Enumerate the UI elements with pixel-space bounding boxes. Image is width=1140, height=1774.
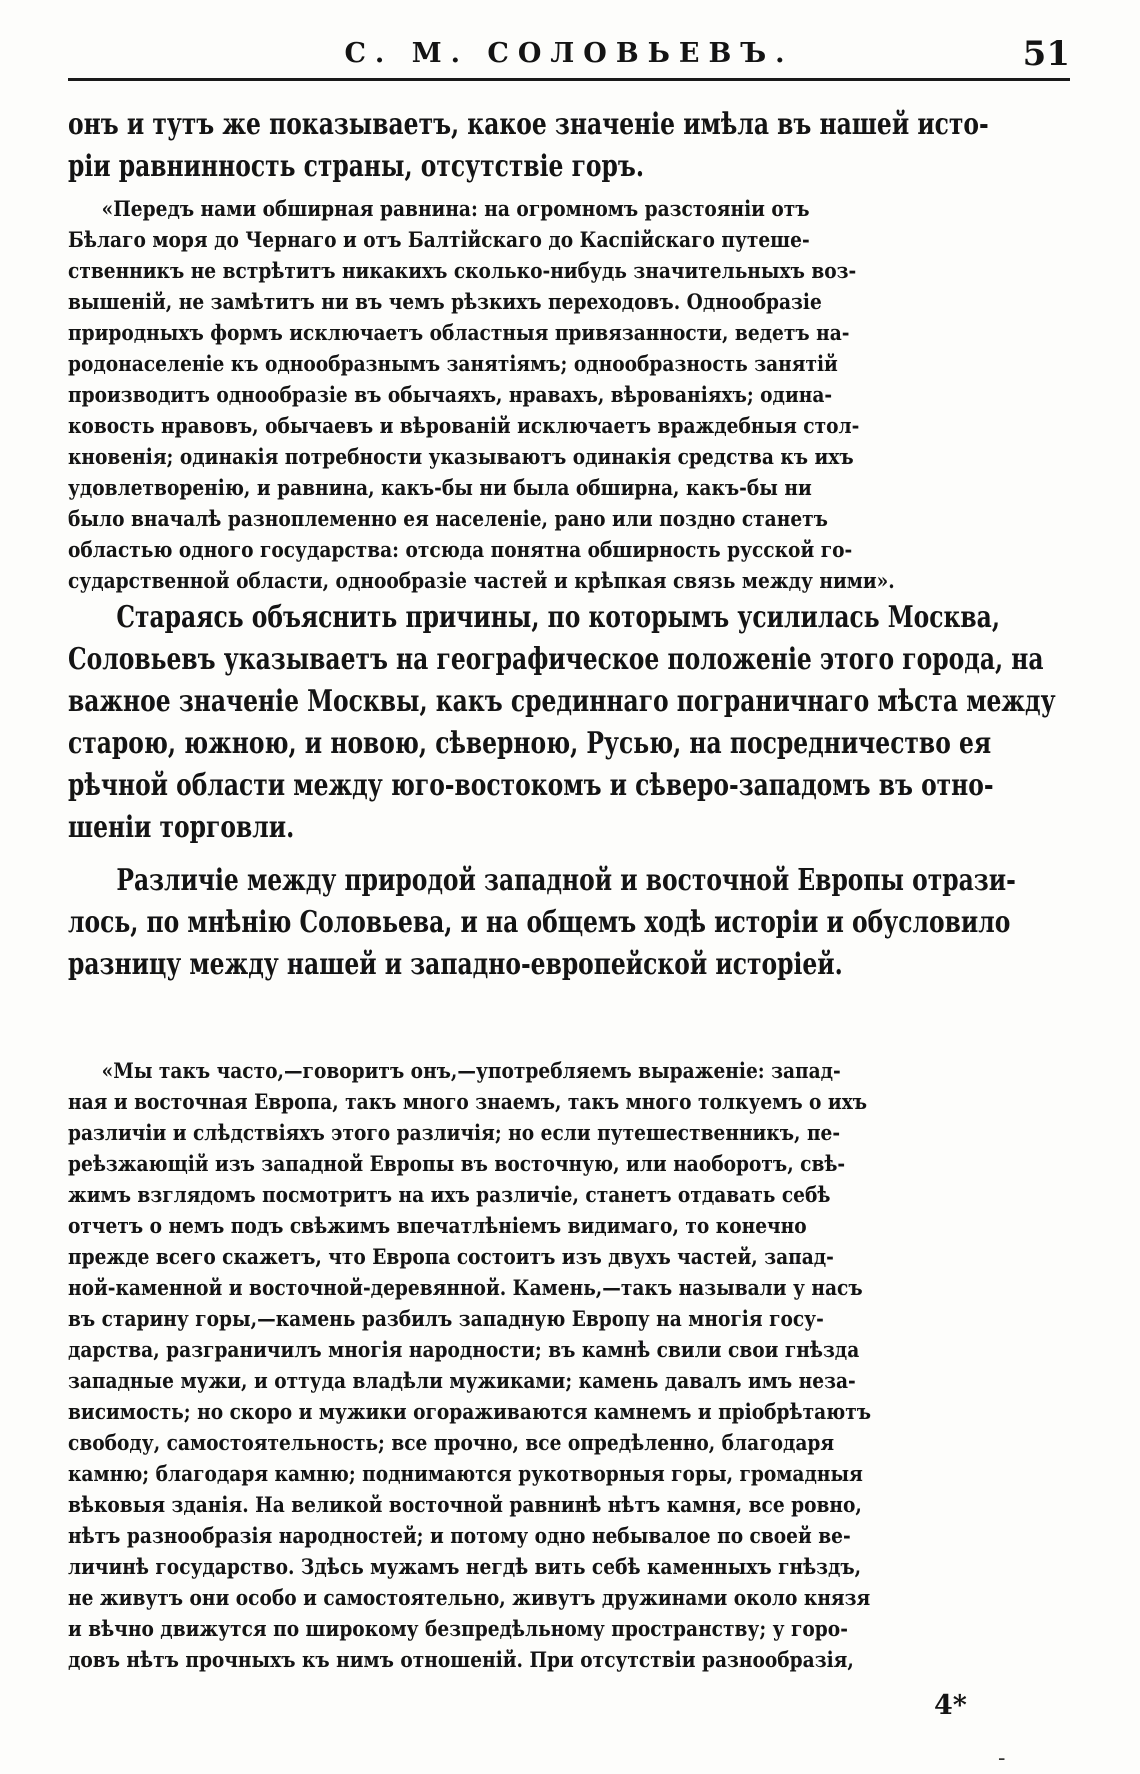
text-line: довъ нѣтъ прочныхъ къ нимъ отношеній. При отсутствіи разнообразія, (68, 1647, 854, 1672)
text-line: личинѣ государство. Здѣсь мужамъ негдѣ вить себѣ каменныхъ гнѣздъ, (68, 1554, 862, 1579)
text-line: ріи равнинность страны, отсутствіе горъ. (68, 149, 644, 184)
text-line: ной-каменной и восточной-деревянной. Камень,—такъ называли у насъ (68, 1275, 863, 1300)
text-line: вышеній, не замѣтитъ ни въ чемъ рѣзкихъ переходовъ. Однообразіе (68, 289, 822, 314)
page-number: 51 (1022, 34, 1070, 74)
text-line: камню; благодаря камню; поднимаются рукотворныя горы, громадныя (68, 1461, 863, 1486)
text-line: Соловьевъ указываетъ на географическое положеніе этого города, на (68, 642, 1044, 677)
text-line: висимость; но скоро и мужики огораживаются камнемъ и пріобрѣтаютъ (68, 1399, 871, 1424)
text-line: Различіе между природой западной и восточной Европы отрази- (116, 863, 1016, 898)
text-line: реѣзжающій изъ западной Европы въ восточную, или наоборотъ, свѣ- (68, 1151, 846, 1176)
running-head: С. М. СОЛОВЬЕВЪ. (344, 38, 794, 69)
text-line: онъ и тутъ же показываетъ, какое значеніе имѣла въ нашей исто- (68, 107, 989, 142)
text-line: свободу, самостоятельность; все прочно, все опредѣленно, благодаря (68, 1430, 835, 1455)
text-line: удовлетворенію, и равнина, какъ-бы ни была обширна, какъ-бы ни (68, 475, 812, 500)
text-line: производитъ однообразіе въ обычаяхъ, нравахъ, вѣрованіяхъ; одина- (68, 382, 833, 407)
text-line: вѣковыя зданія. На великой восточной равнинѣ нѣтъ камня, все ровно, (68, 1492, 862, 1517)
text-line: различіи и слѣдствіяхъ этого различія; но если путешественникъ, пе- (68, 1120, 841, 1145)
text-line: лось, по мнѣнію Соловьева, и на общемъ ходѣ исторіи и обусловило (68, 905, 1011, 940)
text-line: шеніи торговли. (68, 810, 295, 845)
text-line: жимъ взглядомъ посмотритъ на ихъ различіе, станетъ отдавать себѣ (68, 1182, 831, 1207)
paragraph-moscow (68, 597, 1070, 849)
text-line: разницу между нашей и западно-европейской исторіей. (68, 947, 843, 982)
text-line: природныхъ формъ исключаетъ областныя привязанности, ведетъ на- (68, 320, 850, 345)
text-line: «Мы такъ часто,—говоритъ онъ,—употребляемъ выраженіе: запад- (101, 1058, 841, 1083)
text-line: Бѣлаго моря до Чернаго и отъ Балтійскаго до Каспійскаго путеше- (68, 227, 810, 252)
text-line: старою, южною, и новою, сѣверною, Русью, на посредничество ея (68, 726, 992, 761)
text-line: дарства, разграничилъ многія народности; въ камнѣ свили свои гнѣзда (68, 1337, 860, 1362)
paragraph-europe (68, 860, 1070, 986)
text-line: ковость нравовъ, обычаевъ и вѣрованій исключаетъ враждебныя стол- (68, 413, 860, 438)
text-line: прежде всего скажетъ, что Европа состоитъ изъ двухъ частей, запад- (68, 1244, 834, 1269)
text-line: ственникъ не встрѣтитъ никакихъ сколько-нибудь значительныхъ воз- (68, 258, 857, 283)
text-line: нѣтъ разнообразія народностей; и потому одно небывалое по своей ве- (68, 1523, 851, 1548)
text-line: «Передъ нами обширная равнина: на огромномъ разстояніи отъ (101, 196, 810, 221)
text-line: важное значеніе Москвы, какъ срединнаго пограничнаго мѣста между (68, 684, 1056, 719)
quote-east-west (68, 1055, 1070, 1675)
intro-paragraph (68, 104, 1070, 188)
text-line: и вѣчно движутся по широкому безпредѣльному пространству; у горо- (68, 1616, 848, 1641)
text-line: областью одного государства: отсюда понятна обширность русской го- (68, 537, 853, 562)
text-line: сударственной области, однообразіе частей и крѣпкая связь между ними». (68, 568, 895, 593)
quote-geography (68, 193, 1070, 596)
text-line: не живутъ они особо и самостоятельно, живутъ дружинами около князя (68, 1585, 871, 1610)
page-header (68, 32, 1070, 81)
text-line: рѣчной области между юго-востокомъ и сѣверо-западомъ въ отно- (68, 768, 994, 803)
text-line: въ старину горы,—камень разбилъ западную Европу на многія госу- (68, 1306, 824, 1331)
text-line: кновенія; одинакія потребности указываютъ одинакія средства къ ихъ (68, 444, 854, 469)
printer-signature-mark: 4* (934, 1690, 967, 1721)
corner-mark: - (998, 1746, 1006, 1771)
text-line: было вначалѣ разноплеменно ея населеніе, рано или поздно станетъ (68, 506, 828, 531)
text-line: отчетъ о немъ подъ свѣжимъ впечатлѣніемъ видимаго, то конечно (68, 1213, 807, 1238)
text-line: западные мужи, и оттуда владѣли мужиками; камень давалъ имъ неза- (68, 1368, 856, 1393)
text-line: ная и восточная Европа, такъ много знаемъ, такъ много толкуемъ о ихъ (68, 1089, 868, 1114)
text-line: Стараясь объяснить причины, по которымъ усилилась Москва, (116, 600, 1000, 635)
text-line: родонаселеніе къ однообразнымъ занятіямъ; однообразность занятій (68, 351, 838, 376)
